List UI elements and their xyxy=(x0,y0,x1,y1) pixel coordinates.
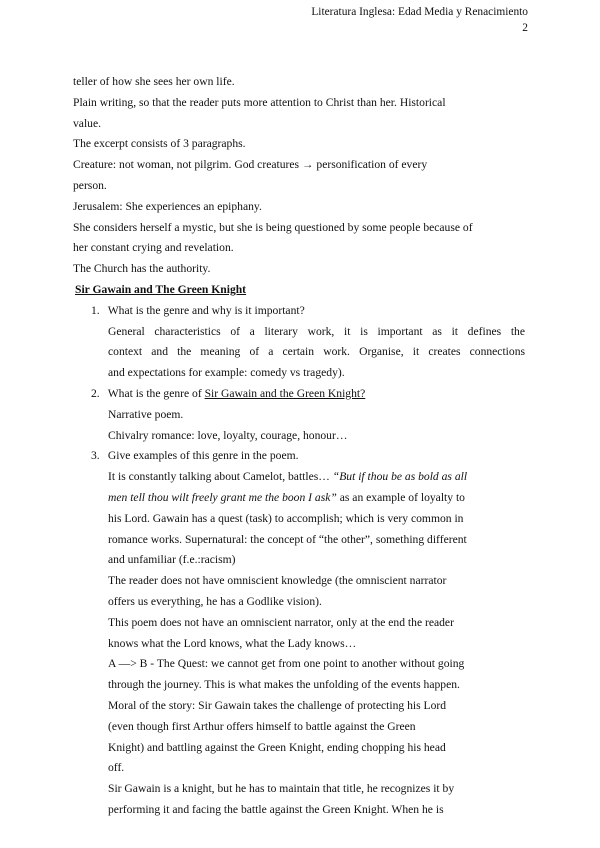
title-link[interactable]: Sir Gawain and the Green Knight? xyxy=(204,386,366,400)
poem-quote: “But if thou be as bold as all xyxy=(332,470,468,484)
question-text: What is the genre of xyxy=(107,386,205,400)
text-line: She considers herself a mystic, but she is being questioned by some people because of xyxy=(73,220,473,234)
answer-line: General characteristics of a literary work, it is important as it defines the xyxy=(108,324,525,338)
text-line: value. xyxy=(73,116,102,130)
answer-line: and expectations for example: comedy vs tragedy). xyxy=(108,366,345,380)
answer-line: (even though first Arthur offers himself to battle against the Green xyxy=(108,719,416,733)
answer-line: offers us everything, he has a Godlike vision). xyxy=(108,594,322,608)
answer-line: A —> B - The Quest: we cannot get from one point to another without going xyxy=(108,657,465,671)
question-text: Give examples of this genre in the poem. xyxy=(107,449,299,463)
question-1 xyxy=(73,301,525,322)
answer-line xyxy=(73,467,525,488)
question-number: 2. xyxy=(91,386,100,400)
answer-line: his Lord. Gawain has a quest (task) to accomplish; which is very common in xyxy=(108,511,464,525)
answer-line: off. xyxy=(108,761,125,775)
poem-quote: men tell thou wilt freely grant me the boon I ask” xyxy=(108,490,337,504)
section-heading: Sir Gawain and The Green Knight xyxy=(75,282,247,296)
answer-line: knows what the Lord knows, what the Lady knows… xyxy=(108,636,357,650)
answer-line: context and the meaning of a certain work. Organise, it creates connections xyxy=(108,345,525,359)
text-line: teller of how she sees her own life. xyxy=(73,75,235,88)
answer-line: and unfamiliar (f.e.:racism) xyxy=(108,553,236,567)
answer-line: Sir Gawain is a knight, but he has to maintain that title, he recognizes it by xyxy=(108,782,455,796)
answer-line: The reader does not have omniscient knowledge (the omniscient narrator xyxy=(108,574,447,588)
question-3 xyxy=(73,446,525,467)
text-line: Plain writing, so that the reader puts more attention to Christ than her. Historical xyxy=(73,95,446,109)
answer-line: Narrative poem. xyxy=(108,407,184,421)
answer-line: performing it and facing the battle against the Green Knight. When he is xyxy=(108,802,444,816)
page-number: 2 xyxy=(522,22,528,34)
question-2 xyxy=(73,384,525,405)
answer-text: It is constantly talking about Camelot, battles… xyxy=(108,470,333,484)
text-line: The Church has the authority. xyxy=(73,262,211,276)
text-line: her constant crying and revelation. xyxy=(73,241,234,255)
answer-line: romance works. Supernatural: the concept of “the other”, something different xyxy=(108,532,467,546)
answer-line: through the journey. This is what makes the unfolding of the events happen. xyxy=(108,678,460,692)
question-number: 3. xyxy=(91,449,100,463)
answer-line: Moral of the story: Sir Gawain takes the challenge of protecting his Lord xyxy=(108,698,447,712)
text-line: person. xyxy=(73,178,107,192)
running-header: Literatura Inglesa: Edad Media y Renacimiento xyxy=(311,6,528,18)
answer-line xyxy=(73,488,525,509)
text-line: Jerusalem: She experiences an epiphany. xyxy=(73,199,262,213)
question-text: What is the genre and why is it important? xyxy=(107,303,305,317)
answer-text: as an example of loyalty to xyxy=(336,490,465,504)
text-line: The excerpt consists of 3 paragraphs. xyxy=(73,137,246,151)
question-number: 1. xyxy=(91,303,100,317)
answer-line: This poem does not have an omniscient narrator, only at the end the reader xyxy=(108,615,454,629)
answer-line: Chivalry romance: love, loyalty, courage, honour… xyxy=(108,428,348,442)
answer-line: Knight) and battling against the Green Knight, ending chopping his head xyxy=(108,740,446,754)
text-line: Creature: not woman, not pilgrim. God creatures → personification of every xyxy=(73,158,428,172)
document-body xyxy=(73,72,525,821)
